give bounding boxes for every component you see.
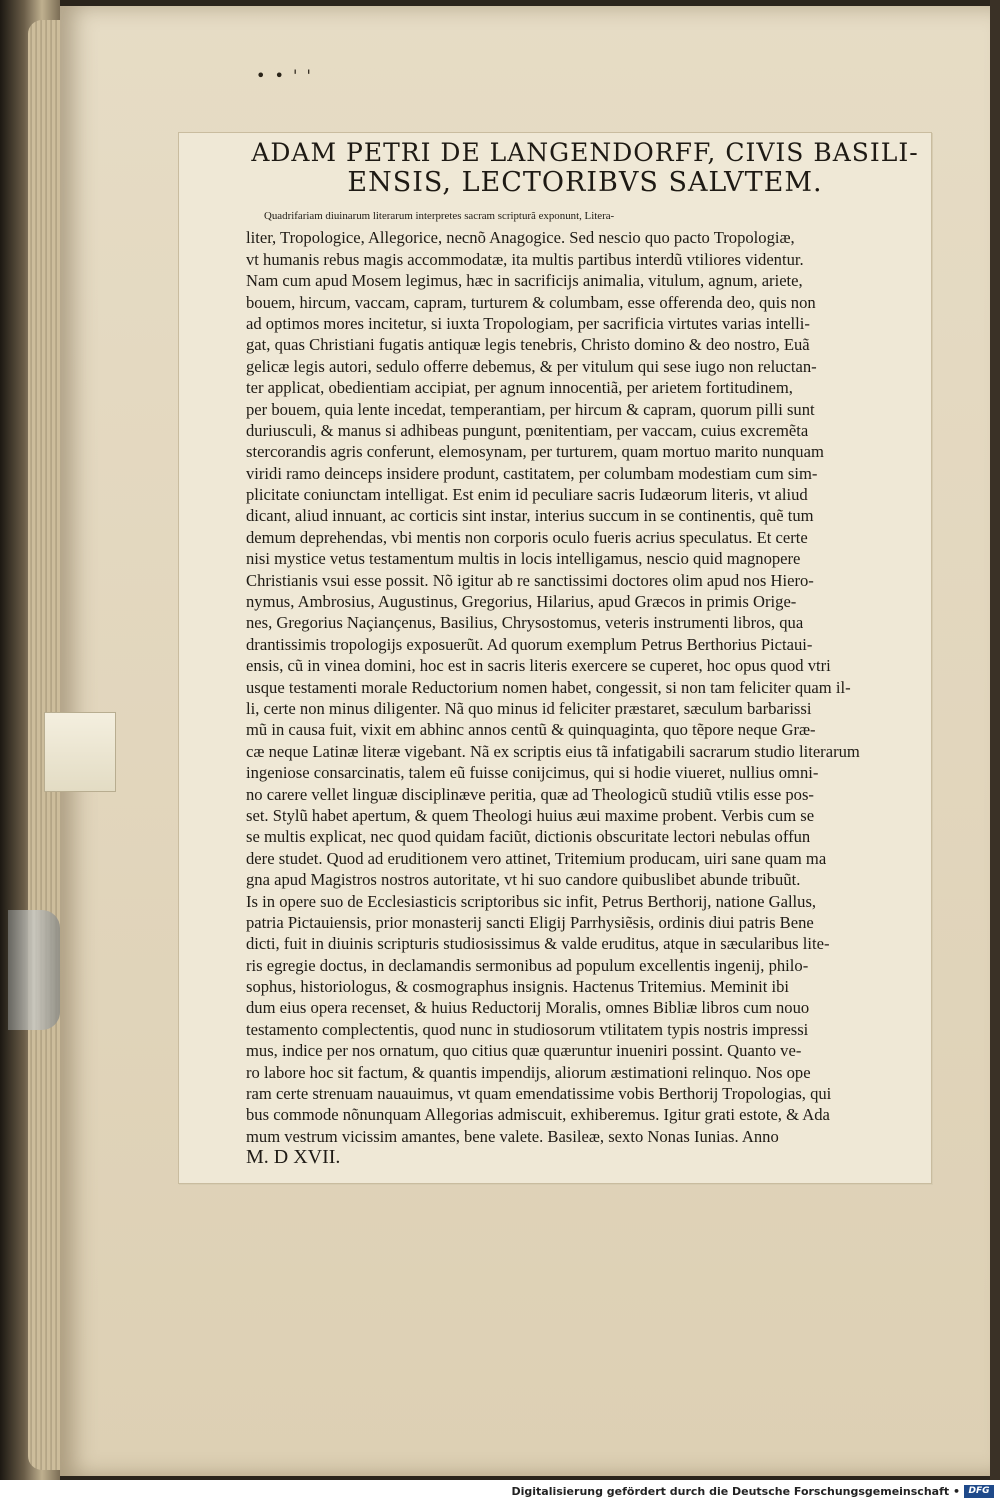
text-line: mum vestrum vicissim amantes, bene valete. Basileæ, sexto Nonas Iunias. Anno [246, 1126, 779, 1146]
dfg-logo-icon: DFG [964, 1485, 994, 1498]
text-line: dicant, aliud innuant, ac corticis sint instar, interius succum in se continentis, quẽ tum [246, 506, 814, 526]
text-line: set. Stylũ habet apertum, & quem Theologi huius æui maxime probent. Verbis cum se [246, 805, 815, 825]
page-heading [250, 138, 920, 198]
text-line: cæ neque Latinæ literæ vigebant. Nã ex scriptis eius tã infatigabili sacrarum studio literarum [246, 741, 860, 761]
text-line: dicti, fuit in diuinis scripturis studiosissimus & valde eruditus, atque in sæcularibus lite- [246, 934, 830, 954]
text-line: gna apud Magistros nostros autoritate, vt hi suo candore quibuslibet abunde tribuũt. [246, 870, 801, 890]
text-line: bouem, hircum, vaccam, capram, turturem & columbam, esse offerenda deo, quis non [246, 292, 816, 312]
text-line: testamento complectentis, quod nunc in studiosorum vtilitatem typis nostris impressi [246, 1019, 809, 1039]
letter-body [246, 206, 926, 1169]
text-line: viridi ramo deinceps insidere produnt, castitatem, per columbam modestiam cum sim- [246, 463, 818, 483]
text-line: liter, Tropologice, Allegorice, necnõ Anagogice. Sed nescio quo pacto Tropologiæ, [246, 228, 795, 248]
text-line: mus, indice per nos ornatum, quo citius quæ quæruntur inueniri possint. Quanto ve- [246, 1041, 802, 1061]
text-line: plicitate coniunctam intelligat. Est enim id peculiare sacris Iudæorum literis, vt aliud [246, 485, 808, 505]
text-line: ad optimos mores incitetur, si iuxta Tropologiam, per sacrificia virtutes varias intelli- [246, 313, 810, 333]
footer-bar [0, 1480, 1000, 1505]
text-line: gat, quas Christiani fugatis antiquæ legis tenebris, Christo domino & deo nostro, Euã [246, 335, 810, 355]
text-line: sophus, historiologus, & cosmographus insignis. Hactenus Tritemius. Meminit ibi [246, 977, 789, 997]
heading-line: ENSIS, LECTORIBVS SALVTEM. [347, 167, 823, 198]
text-line: vt humanis rebus magis accommodatæ, ita multis partibus interdũ vtiliores videntur. [246, 249, 804, 269]
text-line: Nam cum apud Mosem legimus, hæc in sacrificijs animalia, vitulum, agnum, ariete, [246, 271, 803, 291]
text-line: bus commode nõnunquam Allegorias admiscuit, exhiberemus. Igitur grati estote, & Ada [246, 1105, 830, 1125]
scan-right-edge [990, 0, 1000, 1480]
page-clip [8, 910, 60, 1030]
text-line: no carere vellet linguæ disciplinæve peritia, quæ ad Theologicũ studiũ vtilis esse pos- [246, 784, 814, 804]
text-line: demum deprehendas, vbi mentis non corporis oculo fueris acrius speculatus. Et certe [246, 527, 808, 547]
text-line: usque testamenti morale Reductorium nomen habet, congessit, si non tam feliciter quam il- [246, 677, 851, 697]
text-line: ram certe strenuam nauauimus, vt quam emendatissime vobis Berthorij Tropologias, qui [246, 1084, 832, 1104]
text-line: nymus, Ambrosius, Augustinus, Gregorius, Hilarius, apud Græcos in primis Orige- [246, 592, 797, 612]
text-line: gelicæ legis autori, sedulo offerre debemus, & per vitulum qui sese iugo non reluctan- [246, 356, 817, 376]
text-line: ter applicat, obedientiam accipiat, per agnum innocentiã, per arietem fortitudinem, [246, 378, 793, 398]
text-line: se multis explicat, nec quod quidam faciũt, dictionis obscuritate lectori nebulas offun [246, 827, 811, 847]
text-line: ingeniose consarcinatis, talem eũ fuisse conijcimus, qui si hodie viueret, nullius omni- [246, 763, 819, 783]
footer-credit: Digitalisierung gefördert durch die Deutsche Forschungsgemeinschaft • [511, 1485, 960, 1498]
text-line: ensis, cũ in vinea domini, hoc est in sacris literis exercere se cuperet, hoc opus quod vtri [246, 656, 831, 676]
text-line: drantissimis tropologijs exposuerũt. Ad quorum exemplum Petrus Berthorius Pictaui- [246, 634, 813, 654]
text-line: dum eius opera recenset, & huius Reductorij Moralis, omnes Bibliæ libros cum nouo [246, 998, 810, 1018]
text-line: mũ in causa fuit, vixit em abhinc annos centũ & quinquaginta, quo tẽpore neque Græ- [246, 720, 816, 740]
text-line: M. D XVII. [246, 1147, 341, 1169]
text-line: li, certe non minus diligenter. Nã quo minus id feliciter præstaret, sæculum barbarissi [246, 698, 812, 718]
text-line: nisi mystice vetus testamentum multis in locis intelligamus, nescio quid magnopere [246, 549, 801, 569]
text-line: duriusculi, & manus si adhibeas pungunt, pœnitentiam, per vaccam, cuius excremẽta [246, 420, 809, 440]
text-line: Christianis vsui esse possit. Nõ igitur ab re sanctissimi doctores olim apud nos Hiero- [246, 570, 814, 590]
text-line: nes, Gregorius Naçiançenus, Basilius, Chrysostomus, veteris instrumenti libros, qua [246, 613, 804, 633]
text-line: stercorandis agris conferunt, elemosynam, per turturem, quam mortuo marito nunquam [246, 442, 824, 462]
text-line: ro labore hoc sit factum, & quantis impendijs, aliorum æstimationi relinquo. Nos ope [246, 1062, 811, 1082]
text-line: per bouem, quia lente incedat, temperantiam, per hircum & capram, quorum pilli sunt [246, 399, 815, 419]
heading-line: ADAM PETRI DE LANGENDORFF, CIVIS BASILI- [251, 138, 919, 167]
text-line: ris egregie doctus, in declamandis sermonibus ad populum excellentis ingenij, philo- [246, 955, 809, 975]
text-line: Quadrifariam diuinarum literarum interpretes sacram scripturã exponunt, Litera- [264, 210, 615, 222]
text-line: Is in opere suo de Ecclesiasticis scriptoribus sic infit, Petrus Berthorij, natione Gallus, [246, 891, 817, 911]
text-line: dere studet. Quod ad eruditionem vero attinet, Tritemium producam, uiri sane quam ma [246, 848, 827, 868]
paper-bookmark [44, 712, 116, 792]
text-line: patria Pictauiensis, prior monasterij sancti Eligij Parrhysiẽsis, ordinis diui patris Bene [246, 912, 814, 932]
printer-marks: • • ' ' [256, 66, 313, 85]
